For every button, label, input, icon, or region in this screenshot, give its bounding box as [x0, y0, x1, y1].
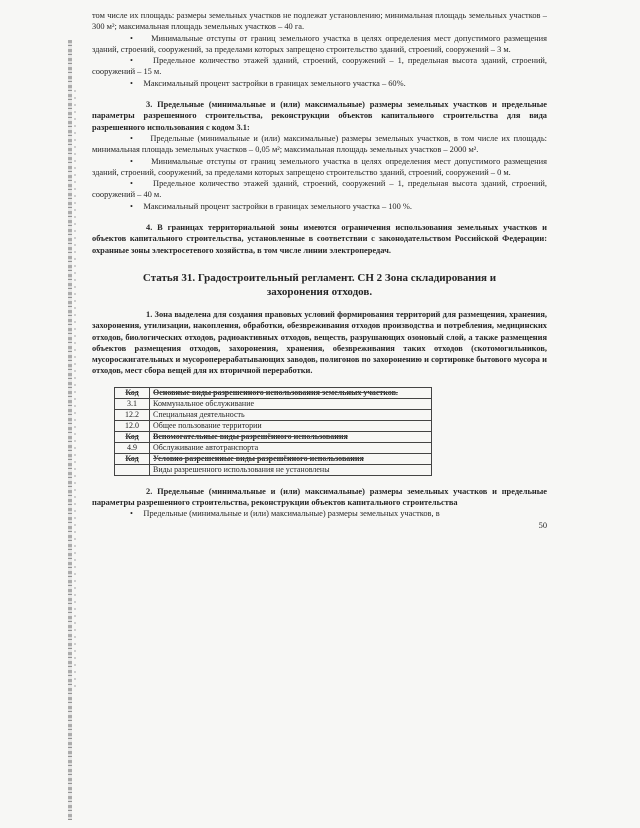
last-line-wrap: [92, 508, 547, 519]
paragraph: том числе их площадь: размеры земельных участков не подлежат установлению; минимальная площадь земельных участков – 300 м²; максимальная площадь земельных участков – 40 га.: [92, 11, 547, 32]
section-3-heading: 3. Предельные (минимальные и (или) максимальные) размеры земельных участков и предельные параметры разрешенного строительства, реконструкции объектов капитального строительства для вида разрешенного использования с кодом 3.1:: [92, 100, 547, 132]
bullet-item: • Предельные (минимальные и (или) максимальные) размеры земельных участков, в: [130, 509, 440, 519]
scan-binding-shadow: [74, 90, 76, 690]
use-type-cell: Вспомогательные виды разрешённого использования: [150, 431, 432, 442]
table-row: [115, 420, 432, 431]
table-header-row: [115, 431, 432, 442]
article-heading: Статья 31. Градостроительный регламент. СН 2 Зона складирования и захоронения отходов.: [142, 271, 497, 298]
bullet-item: • Максимальный процент застройки в границах земельного участка – 60%.: [130, 78, 406, 88]
use-type-cell: Коммунальное обслуживание: [150, 398, 432, 409]
use-type-cell: Общее пользование территории: [150, 420, 432, 431]
code-cell: 4.9: [115, 442, 150, 453]
table-row: [115, 398, 432, 409]
code-cell: Код: [115, 453, 150, 464]
code-cell: [115, 464, 150, 475]
scan-binding-edge: [68, 40, 72, 820]
table-row: [115, 409, 432, 420]
bullet-item: • Минимальные отступы от границ земельного участка в целях определения мест допустимого размещения зданий, строений, сооружений, за пределами которых запрещено строительство зданий, строений, сооружений – 0 м.: [92, 156, 547, 177]
spacer: [92, 212, 547, 222]
page-number: 50: [538, 520, 547, 530]
table-header-row: [115, 453, 432, 464]
code-cell: Код: [115, 431, 150, 442]
use-type-cell: Виды разрешенного использования не установлены: [150, 464, 432, 475]
code-cell: 12.0: [115, 420, 150, 431]
table-header-row: [115, 387, 432, 398]
use-type-cell: Обслуживание автотранспорта: [150, 442, 432, 453]
use-type-cell: Основные виды разрешенного использования земельных участков.: [150, 387, 432, 398]
table-row: [115, 464, 432, 475]
bullet-item: • Максимальный процент застройки в границах земельного участка – 100 %.: [130, 201, 412, 211]
bullet-item: • Предельные (минимальные и (или) максимальные) размеры земельных участков, в том числе их площадь: минимальная площадь земельных участков – 0,05 м²; максимальная площадь земельных участков – 2000 м².: [92, 133, 547, 155]
code-cell: 12.2: [115, 409, 150, 420]
code-cell: Код: [115, 387, 150, 398]
spacer: [92, 89, 547, 99]
bullet-item: • Предельное количество этажей зданий, строений, сооружений – 1, предельная высота зданий, строений, сооружений – 15 м.: [92, 56, 548, 77]
spacer: [92, 299, 547, 309]
code-cell: 3.1: [115, 398, 150, 409]
land-use-table: [114, 387, 432, 476]
bullet-item: • Минимальные отступы от границ земельного участка в целях определения мест допустимого размещения зданий, строений, сооружений, за пределами которых запрещено строительство зданий, строений, сооружений – 3 м.: [92, 33, 547, 54]
bullet-item: • Предельное количество этажей зданий, строений, сооружений – 1, предельная высота зданий, строений, сооружений – 40 м.: [92, 179, 548, 200]
zone-description: 1. Зона выделена для создания правовых условий формирования территорий для размещения, хранения, захоронения, утилизации, накопления, обработки, обезвреживания отходов производства и потребления, медицинских отходов, биологических отходов, радиоактивных отходов, веществ, разрушающих озоновый слой, а также размещения объектов размещения отходов, захоронения, хранения, обезвреживания таких отходов (скотомогильников, мусоросжигательных и мусороперерабатывающих заводов, полигонов по захоронению и сортировке бытового мусора и отходов, мест сбора вещей для их вторичной переработки.: [92, 309, 547, 376]
section-2-heading: 2. Предельные (минимальные и (или) максимальные) размеры земельных участков и предельные параметры разрешенного строительства, реконструкции объектов капитального строительства: [92, 486, 547, 508]
spacer: [92, 377, 547, 387]
spacer: [92, 256, 547, 266]
document-page: [92, 10, 547, 531]
table-row: [115, 442, 432, 453]
spacer: [92, 476, 547, 486]
use-type-cell: Специальная деятельность: [150, 409, 432, 420]
section-4-paragraph: 4. В границах территориальной зоны имеются ограничения использования земельных участков и объектов капитального строительства, установленные в соответствии с законодательством Российской Федерации: охранные зоны электросетевого хозяйства, в том числе линии электропередач.: [92, 223, 547, 255]
use-type-cell: Условно разрешенные виды разрешённого использования: [150, 453, 432, 464]
